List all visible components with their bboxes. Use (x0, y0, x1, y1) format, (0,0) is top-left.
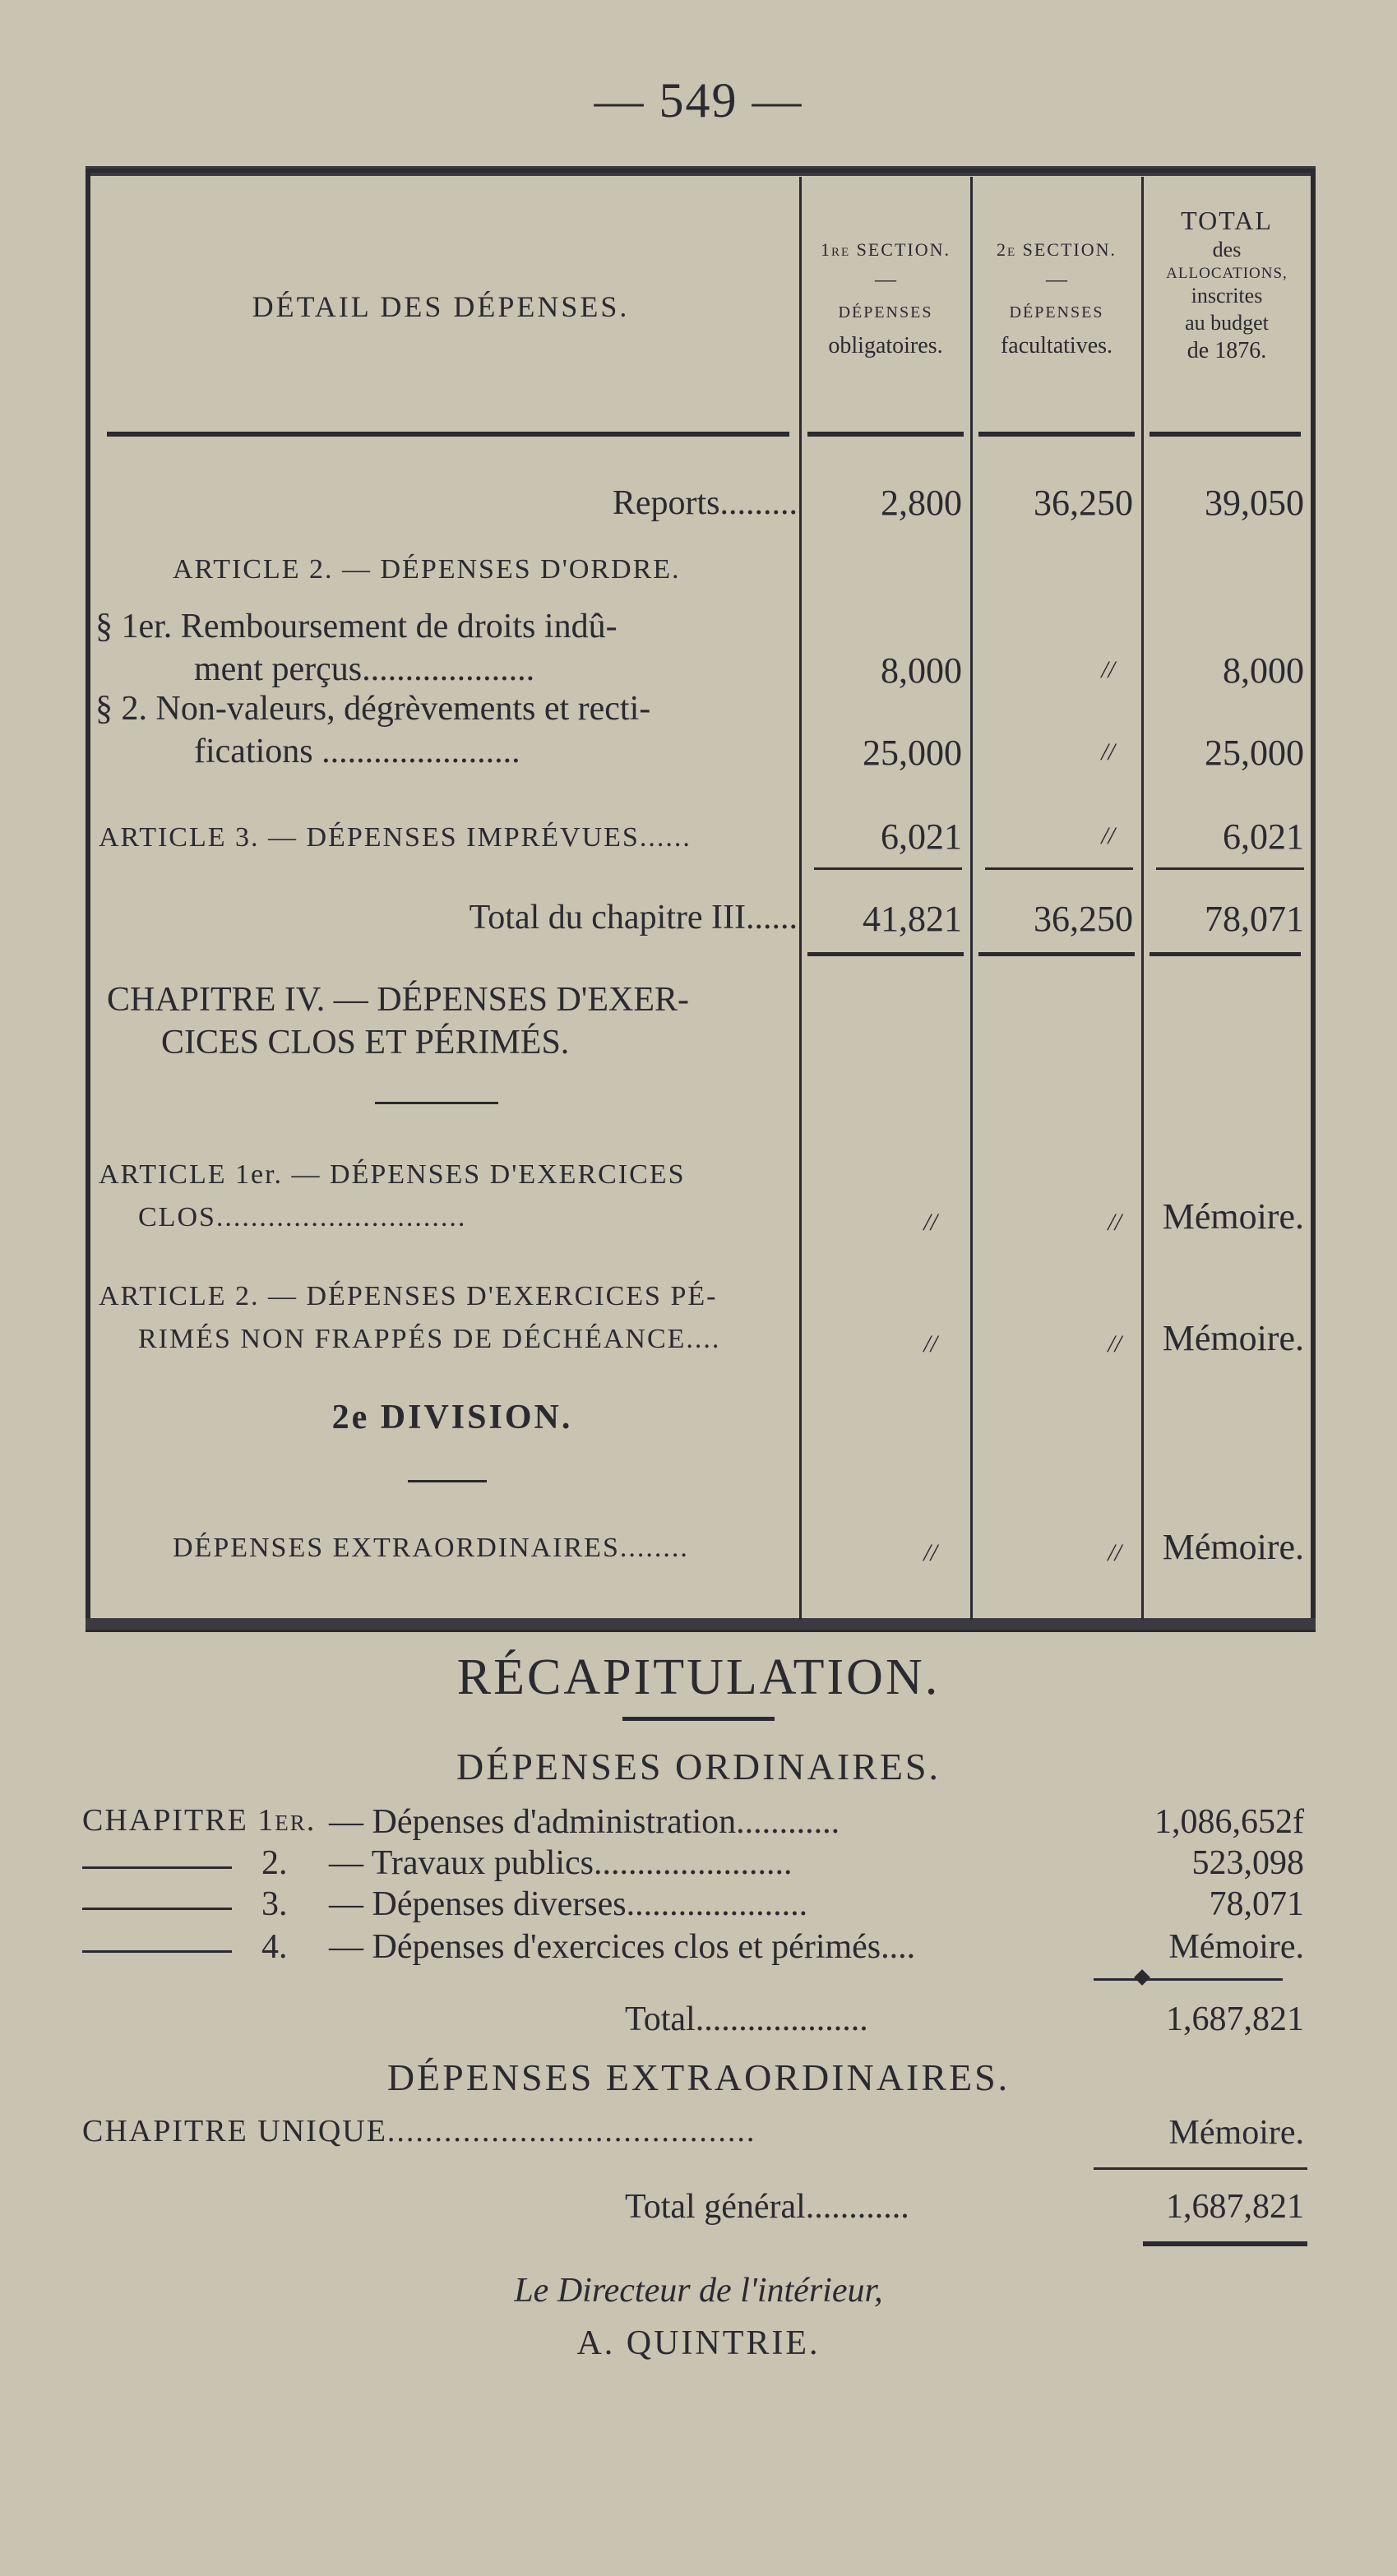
header-col3-line: des (1212, 238, 1242, 261)
sum-mark-icon (1134, 1969, 1150, 1986)
row-imprevues-c2: // (1101, 822, 1115, 849)
grand-total-value: 1,687,821 (1166, 2188, 1304, 2226)
row-exercices-clos-line1: ARTICLE 1er. — DÉPENSES D'EXERCICES (99, 1159, 686, 1190)
row-remboursement-c2: // (1101, 656, 1115, 683)
row-exercices-clos-c3: Mémoire. (1162, 1196, 1304, 1237)
ditto-rule (82, 1866, 232, 1869)
ditto-rule (82, 1950, 232, 1953)
header-col1-line: — (875, 266, 896, 291)
chapter-4-title-line1: CHAPITRE IV. — DÉPENSES D'EXER- (107, 981, 689, 1019)
column-divider-3 (1141, 177, 1144, 1620)
row-nonvaleurs-line2: fications ....................... (194, 733, 520, 770)
recap-line-prefix: 3. (261, 1885, 288, 1923)
header-rule (807, 432, 964, 437)
chapter-4-title-line2: CICES CLOS ET PÉRIMÉS. (161, 1024, 570, 1061)
section-divider (408, 1480, 487, 1482)
row-nonvaleurs-c1: 25,000 (863, 733, 962, 773)
header-rule (978, 432, 1135, 437)
header-col2-line: — (1046, 266, 1067, 291)
row-imprevues-c3: 6,021 (1223, 816, 1304, 857)
row-perimes-c1: // (923, 1330, 937, 1357)
header-col1-line: DÉPENSES (838, 303, 933, 321)
recap-line-prefix: CHAPITRE 1er. (82, 1803, 317, 1838)
header-col2-line: facultatives. (1000, 333, 1113, 358)
table-bottom-rule (86, 1618, 1316, 1630)
header-rule (1150, 432, 1301, 437)
row-imprevues-label: ARTICLE 3. — DÉPENSES IMPRÉVUES...... (99, 822, 692, 853)
row-extraordinaires-c3: Mémoire. (1162, 1527, 1304, 1567)
recap-line-text: — Travaux publics....................... (329, 1844, 793, 1882)
page-number: — 549 — (594, 73, 803, 127)
unique-chapter-value: Mémoire. (1168, 2114, 1304, 2152)
row-total-chap3-c1: 41,821 (863, 899, 962, 939)
header-rule (107, 432, 789, 437)
header-col3-line: de 1876. (1187, 338, 1267, 364)
total-rule (1150, 952, 1301, 956)
extra-title: DÉPENSES EXTRAORDINAIRES. (386, 2056, 1011, 2098)
row-extraordinaires-c2: // (1108, 1539, 1122, 1566)
recap-line-text: — Dépenses d'exercices clos et périmés.... (329, 1928, 916, 1966)
header-col1-line: 1re SECTION. (820, 239, 951, 260)
subtotal-rule (814, 867, 962, 870)
row-total-chap3-c3: 78,071 (1205, 899, 1304, 939)
division-2-title: 2e DIVISION. (331, 1399, 573, 1436)
column-divider-2 (970, 177, 973, 1620)
sum-rule (1094, 2167, 1307, 2170)
recap-line-text: — Dépenses d'administration............ (329, 1803, 840, 1841)
recap-line-value: 523,098 (1191, 1844, 1304, 1882)
row-reports-c1: 2,800 (881, 483, 962, 523)
header-col3-line: inscrites (1191, 284, 1263, 308)
header-col1 (803, 238, 969, 360)
recap-line-prefix: 2. (261, 1844, 288, 1882)
recap-total-label: Total.................... (625, 2000, 868, 2038)
row-remboursement-c1: 8,000 (881, 650, 962, 691)
header-col3-line: TOTAL (1181, 206, 1273, 235)
header-col3-line: au budget (1185, 310, 1269, 335)
row-reports-c2: 36,250 (1034, 483, 1133, 523)
row-total-chap3-label: Total du chapitre III...... (469, 899, 798, 937)
row-exercices-clos-c2: // (1108, 1209, 1122, 1236)
unique-chapter-label: CHAPITRE UNIQUE....................................... (82, 2114, 756, 2148)
recap-line-text: — Dépenses diverses..................... (329, 1885, 808, 1923)
sum-rule (1094, 1978, 1283, 1981)
subtotal-rule (1156, 867, 1304, 870)
row-nonvaleurs-c2: // (1101, 738, 1115, 765)
row-extraordinaires-label: DÉPENSES EXTRAORDINAIRES........ (173, 1533, 689, 1563)
grand-total-label: Total général............ (625, 2188, 909, 2226)
header-col3-line: ALLOCATIONS, (1166, 264, 1288, 282)
ditto-rule (82, 1908, 232, 1910)
recap-line-prefix: 4. (261, 1928, 288, 1966)
row-exercices-clos-line2: CLOS............................. (138, 1202, 467, 1233)
recap-line-value: Mémoire. (1168, 1928, 1304, 1966)
row-remboursement-line1: § 1er. Remboursement de droits indû- (95, 608, 618, 645)
signature-title: Le Directeur de l'intérieur, (514, 2272, 883, 2310)
article-2-title: ARTICLE 2. — DÉPENSES D'ORDRE. (173, 554, 681, 585)
subtotal-rule (985, 867, 1133, 870)
header-col3 (1145, 204, 1309, 365)
row-perimes-line2: RIMÉS NON FRAPPÉS DE DÉCHÉANCE.... (138, 1324, 721, 1354)
grand-total-rule (1143, 2241, 1307, 2246)
header-detail: DÉTAIL DES DÉPENSES. (252, 290, 630, 323)
row-perimes-c3: Mémoire. (1162, 1318, 1304, 1358)
row-imprevues-c1: 6,021 (881, 816, 962, 857)
header-col2-line: DÉPENSES (1009, 303, 1104, 321)
row-perimes-line1: ARTICLE 2. — DÉPENSES D'EXERCICES PÉ- (99, 1281, 718, 1311)
row-total-chap3-c2: 36,250 (1034, 899, 1133, 939)
row-reports-label: Reports......... (612, 484, 798, 522)
header-col2-line: 2e SECTION. (996, 239, 1117, 260)
row-extraordinaires-c1: // (923, 1539, 937, 1566)
total-rule (807, 952, 964, 956)
row-nonvaleurs-c3: 25,000 (1205, 733, 1304, 773)
recap-line-value: 78,071 (1209, 1885, 1304, 1923)
header-col2 (974, 238, 1140, 360)
section-divider (375, 1102, 498, 1104)
row-reports-c3: 39,050 (1205, 483, 1304, 523)
total-rule (978, 952, 1135, 956)
header-col1-line: obligatoires. (828, 333, 943, 358)
recap-line-value: 1,086,652f (1154, 1803, 1304, 1841)
row-exercices-clos-c1: // (923, 1209, 937, 1236)
recap-title-rule (622, 1717, 775, 1721)
row-remboursement-c3: 8,000 (1223, 650, 1304, 691)
signature-name: A. QUINTRIE. (576, 2324, 821, 2362)
row-perimes-c2: // (1108, 1330, 1122, 1357)
row-remboursement-line2: ment perçus.................... (194, 650, 535, 688)
recap-title: RÉCAPITULATION. (456, 1649, 941, 1705)
row-nonvaleurs-line1: § 2. Non-valeurs, dégrèvements et recti- (95, 690, 651, 728)
recap-total-value: 1,687,821 (1166, 2000, 1304, 2038)
ordinary-title: DÉPENSES ORDINAIRES. (456, 1746, 941, 1787)
